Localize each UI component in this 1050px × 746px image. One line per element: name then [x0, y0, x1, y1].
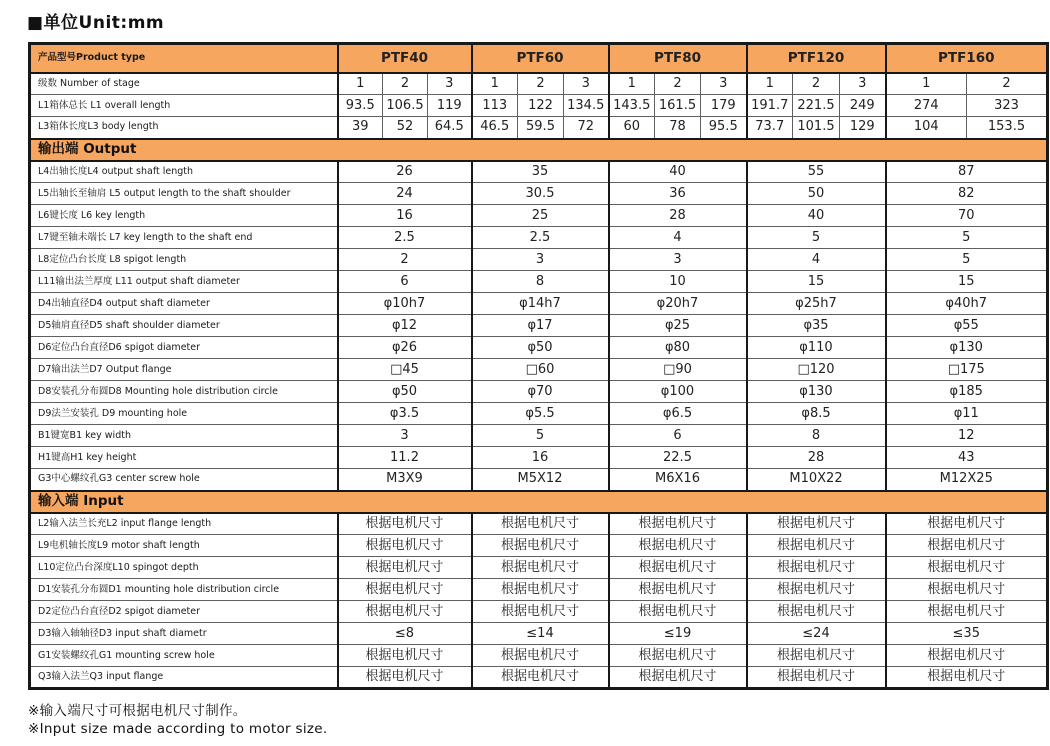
spec-value-cell: 根据电机尺寸: [886, 645, 1048, 667]
spec-value-cell: ≤8: [338, 623, 472, 645]
spec-label-cell: B1键宽B1 key width: [30, 425, 338, 447]
spec-value-cell: 64.5: [428, 117, 472, 139]
spec-value-cell: 36: [609, 183, 747, 205]
table-row: [30, 315, 1048, 337]
page-title: ■单位Unit:mm: [27, 13, 165, 33]
table-row: [30, 469, 1048, 491]
spec-value-cell: 249: [840, 95, 886, 117]
spec-value-cell: 3: [472, 249, 609, 271]
spec-value-cell: 根据电机尺寸: [747, 645, 886, 667]
stage-cell: 1: [609, 73, 655, 95]
spec-value-cell: 根据电机尺寸: [609, 645, 747, 667]
spec-value-cell: φ5.5: [472, 403, 609, 425]
spec-value-cell: 根据电机尺寸: [886, 667, 1048, 689]
spec-value-cell: φ14h7: [472, 293, 609, 315]
spec-value-cell: 46.5: [472, 117, 518, 139]
spec-value-cell: 根据电机尺寸: [472, 579, 609, 601]
stage-cell: 1: [747, 73, 793, 95]
stage-cell: 1: [472, 73, 518, 95]
spec-value-cell: 5: [886, 227, 1048, 249]
spec-value-cell: φ50: [338, 381, 472, 403]
spec-value-cell: □175: [886, 359, 1048, 381]
spec-value-cell: φ3.5: [338, 403, 472, 425]
stage-cell: 2: [655, 73, 701, 95]
spec-value-cell: 24: [338, 183, 472, 205]
product-type-header-cell: 产品型号Product type: [30, 44, 338, 73]
table-row: [30, 161, 1048, 183]
table-row: [30, 645, 1048, 667]
spec-label-cell: D7输出法兰D7 Output flange: [30, 359, 338, 381]
spec-value-cell: φ26: [338, 337, 472, 359]
spec-value-cell: 43: [886, 447, 1048, 469]
stage-cell: 3: [840, 73, 886, 95]
table-row: [30, 227, 1048, 249]
spec-value-cell: 4: [609, 227, 747, 249]
spec-value-cell: φ130: [747, 381, 886, 403]
spec-label-cell: 级数 Number of stage: [30, 73, 338, 95]
spec-value-cell: 82: [886, 183, 1048, 205]
product-header-cell: PTF120: [747, 44, 886, 73]
spec-value-cell: 35: [472, 161, 609, 183]
spec-value-cell: M3X9: [338, 469, 472, 491]
spec-label-cell: L7键至轴未端长 L7 key length to the shaft end: [30, 227, 338, 249]
spec-value-cell: ≤24: [747, 623, 886, 645]
spec-label-cell: L4出轴长度L4 output shaft length: [30, 161, 338, 183]
products-header-row: [30, 44, 1048, 73]
spec-label-cell: L3箱体长度L3 body length: [30, 117, 338, 139]
spec-value-cell: 4: [747, 249, 886, 271]
spec-value-cell: φ8.5: [747, 403, 886, 425]
table-row: [30, 403, 1048, 425]
spec-value-cell: 根据电机尺寸: [338, 667, 472, 689]
spec-value-cell: 11.2: [338, 447, 472, 469]
table-row: [30, 447, 1048, 469]
spec-value-cell: 根据电机尺寸: [472, 535, 609, 557]
spec-value-cell: 根据电机尺寸: [747, 535, 886, 557]
spec-value-cell: φ185: [886, 381, 1048, 403]
spec-value-cell: 2: [338, 249, 472, 271]
spec-value-cell: 191.7: [747, 95, 793, 117]
spec-value-cell: 30.5: [472, 183, 609, 205]
spec-label-cell: L6键长度 L6 key length: [30, 205, 338, 227]
table-row: [30, 513, 1048, 535]
spec-label-cell: D9法兰安装孔 D9 mounting hole: [30, 403, 338, 425]
table-row: [30, 381, 1048, 403]
spec-label-cell: D5轴肩直径D5 shaft shoulder diameter: [30, 315, 338, 337]
spec-value-cell: 40: [609, 161, 747, 183]
spec-value-cell: 106.5: [383, 95, 428, 117]
stage-cell: 3: [701, 73, 747, 95]
spec-value-cell: 根据电机尺寸: [747, 579, 886, 601]
spec-value-cell: 6: [609, 425, 747, 447]
spec-value-cell: 根据电机尺寸: [747, 557, 886, 579]
spec-label-cell: H1键高H1 key height: [30, 447, 338, 469]
spec-value-cell: φ40h7: [886, 293, 1048, 315]
spec-value-cell: □120: [747, 359, 886, 381]
stage-cell: 1: [886, 73, 967, 95]
spec-value-cell: 113: [472, 95, 518, 117]
spec-value-cell: 根据电机尺寸: [886, 601, 1048, 623]
spec-label-cell: D6定位凸台直径D6 spigot diameter: [30, 337, 338, 359]
spec-value-cell: 72: [564, 117, 609, 139]
spec-value-cell: 根据电机尺寸: [338, 579, 472, 601]
spec-label-cell: L10定位凸台深度L10 spingot depth: [30, 557, 338, 579]
input-section-row-cell: 输入端 Input: [30, 491, 1048, 513]
spec-value-cell: 根据电机尺寸: [472, 645, 609, 667]
spec-value-cell: 2.5: [472, 227, 609, 249]
spec-value-cell: 根据电机尺寸: [609, 535, 747, 557]
stage-cell: 2: [967, 73, 1048, 95]
spec-value-cell: 40: [747, 205, 886, 227]
spec-value-cell: 95.5: [701, 117, 747, 139]
spec-value-cell: M5X12: [472, 469, 609, 491]
spec-value-cell: 根据电机尺寸: [886, 535, 1048, 557]
spec-value-cell: 221.5: [793, 95, 840, 117]
input-section-row: [30, 491, 1048, 513]
spec-value-cell: φ50: [472, 337, 609, 359]
table-row: [30, 117, 1048, 139]
spec-value-cell: 根据电机尺寸: [338, 601, 472, 623]
spec-value-cell: 2.5: [338, 227, 472, 249]
table-row: [30, 579, 1048, 601]
spec-value-cell: 28: [609, 205, 747, 227]
spec-value-cell: 根据电机尺寸: [472, 557, 609, 579]
spec-value-cell: 15: [747, 271, 886, 293]
spec-value-cell: 22.5: [609, 447, 747, 469]
spec-label-cell: D8安装孔分布圆D8 Mounting hole distribution circle: [30, 381, 338, 403]
spec-label-cell: D2定位凸台直径D2 spigot diameter: [30, 601, 338, 623]
spec-value-cell: □90: [609, 359, 747, 381]
spec-value-cell: 8: [472, 271, 609, 293]
table-row: [30, 183, 1048, 205]
spec-label-cell: D1安装孔分布圆D1 mounting hole distribution circle: [30, 579, 338, 601]
spec-value-cell: φ70: [472, 381, 609, 403]
spec-value-cell: 12: [886, 425, 1048, 447]
spec-label-cell: L8定位凸台长度 L8 spigot length: [30, 249, 338, 271]
spec-value-cell: 根据电机尺寸: [609, 513, 747, 535]
spec-value-cell: φ12: [338, 315, 472, 337]
spec-value-cell: 55: [747, 161, 886, 183]
spec-value-cell: 10: [609, 271, 747, 293]
spec-value-cell: 87: [886, 161, 1048, 183]
spec-value-cell: 161.5: [655, 95, 701, 117]
table-row: [30, 205, 1048, 227]
spec-value-cell: 根据电机尺寸: [747, 601, 886, 623]
spec-value-cell: 6: [338, 271, 472, 293]
spec-value-cell: 根据电机尺寸: [609, 601, 747, 623]
spec-value-cell: 101.5: [793, 117, 840, 139]
spec-value-cell: □45: [338, 359, 472, 381]
spec-value-cell: φ130: [886, 337, 1048, 359]
spec-value-cell: M12X25: [886, 469, 1048, 491]
spec-label-cell: L1箱体总长 L1 overall length: [30, 95, 338, 117]
spec-value-cell: φ10h7: [338, 293, 472, 315]
spec-value-cell: 根据电机尺寸: [609, 667, 747, 689]
spec-value-cell: 根据电机尺寸: [338, 557, 472, 579]
spec-value-cell: M6X16: [609, 469, 747, 491]
spec-value-cell: ≤14: [472, 623, 609, 645]
table-row: [30, 337, 1048, 359]
spec-value-cell: 70: [886, 205, 1048, 227]
spec-value-cell: 5: [886, 249, 1048, 271]
spec-value-cell: 52: [383, 117, 428, 139]
product-header-cell: PTF160: [886, 44, 1048, 73]
spec-value-cell: ≤35: [886, 623, 1048, 645]
footnote-cn: ※输入端尺寸可根据电机尺寸制作。: [28, 703, 247, 719]
spec-table: [28, 42, 1049, 690]
spec-value-cell: M10X22: [747, 469, 886, 491]
output-section-row-cell: 输出端 Output: [30, 139, 1048, 161]
table-row: [30, 95, 1048, 117]
spec-value-cell: φ25: [609, 315, 747, 337]
spec-value-cell: 39: [338, 117, 383, 139]
spec-value-cell: 5: [472, 425, 609, 447]
spec-value-cell: 143.5: [609, 95, 655, 117]
spec-value-cell: 50: [747, 183, 886, 205]
product-header-cell: PTF40: [338, 44, 472, 73]
stage-cell: 3: [428, 73, 472, 95]
spec-value-cell: φ25h7: [747, 293, 886, 315]
spec-value-cell: 73.7: [747, 117, 793, 139]
product-header-cell: PTF60: [472, 44, 609, 73]
spec-value-cell: φ55: [886, 315, 1048, 337]
spec-value-cell: 根据电机尺寸: [886, 513, 1048, 535]
spec-label-cell: G1安装螺纹孔G1 mounting screw hole: [30, 645, 338, 667]
stage-cell: 2: [793, 73, 840, 95]
stages-row: [30, 73, 1048, 95]
spec-value-cell: 根据电机尺寸: [338, 645, 472, 667]
spec-label-cell: L2输入法兰长充L2 input flange length: [30, 513, 338, 535]
table-row: [30, 667, 1048, 689]
spec-value-cell: 根据电机尺寸: [747, 667, 886, 689]
spec-value-cell: 119: [428, 95, 472, 117]
spec-value-cell: 60: [609, 117, 655, 139]
spec-value-cell: 153.5: [967, 117, 1048, 139]
spec-value-cell: □60: [472, 359, 609, 381]
spec-value-cell: 根据电机尺寸: [472, 667, 609, 689]
table-row: [30, 623, 1048, 645]
spec-label-cell: G3中心螺纹孔G3 center screw hole: [30, 469, 338, 491]
table-row: [30, 271, 1048, 293]
spec-value-cell: 根据电机尺寸: [338, 535, 472, 557]
spec-value-cell: φ11: [886, 403, 1048, 425]
spec-value-cell: φ80: [609, 337, 747, 359]
spec-value-cell: φ110: [747, 337, 886, 359]
spec-value-cell: 179: [701, 95, 747, 117]
spec-value-cell: 根据电机尺寸: [886, 557, 1048, 579]
spec-value-cell: 59.5: [518, 117, 564, 139]
spec-label-cell: D3输入轴轴径D3 input shaft diametr: [30, 623, 338, 645]
stage-cell: 2: [383, 73, 428, 95]
spec-value-cell: 5: [747, 227, 886, 249]
table-row: [30, 359, 1048, 381]
spec-value-cell: φ6.5: [609, 403, 747, 425]
spec-value-cell: φ17: [472, 315, 609, 337]
spec-value-cell: 26: [338, 161, 472, 183]
spec-value-cell: 3: [609, 249, 747, 271]
table-row: [30, 425, 1048, 447]
spec-label-cell: L11输出法兰厚度 L11 output shaft diameter: [30, 271, 338, 293]
spec-value-cell: 根据电机尺寸: [886, 579, 1048, 601]
spec-value-cell: 25: [472, 205, 609, 227]
spec-value-cell: 104: [886, 117, 967, 139]
table-row: [30, 601, 1048, 623]
stage-cell: 2: [518, 73, 564, 95]
spec-value-cell: 3: [338, 425, 472, 447]
spec-value-cell: 根据电机尺寸: [472, 513, 609, 535]
spec-value-cell: φ35: [747, 315, 886, 337]
spec-value-cell: ≤19: [609, 623, 747, 645]
spec-value-cell: 16: [338, 205, 472, 227]
spec-value-cell: φ20h7: [609, 293, 747, 315]
spec-label-cell: Q3输入法兰Q3 input flange: [30, 667, 338, 689]
spec-value-cell: 根据电机尺寸: [747, 513, 886, 535]
spec-value-cell: 根据电机尺寸: [609, 579, 747, 601]
product-header-cell: PTF80: [609, 44, 747, 73]
spec-label-cell: L9电机轴长度L9 motor shaft length: [30, 535, 338, 557]
spec-value-cell: 122: [518, 95, 564, 117]
spec-value-cell: 8: [747, 425, 886, 447]
stage-cell: 1: [338, 73, 383, 95]
table-row: [30, 293, 1048, 315]
table-row: [30, 535, 1048, 557]
table-row: [30, 249, 1048, 271]
spec-value-cell: φ100: [609, 381, 747, 403]
spec-value-cell: 根据电机尺寸: [609, 557, 747, 579]
spec-value-cell: 28: [747, 447, 886, 469]
footnote-en: ※Input size made according to motor size.: [28, 721, 328, 737]
spec-value-cell: 274: [886, 95, 967, 117]
stage-cell: 3: [564, 73, 609, 95]
spec-label-cell: L5出轴长至轴肩 L5 output length to the shaft shoulder: [30, 183, 338, 205]
spec-value-cell: 78: [655, 117, 701, 139]
spec-value-cell: 323: [967, 95, 1048, 117]
spec-value-cell: 根据电机尺寸: [338, 513, 472, 535]
spec-value-cell: 129: [840, 117, 886, 139]
spec-value-cell: 根据电机尺寸: [472, 601, 609, 623]
spec-label-cell: D4出轴直径D4 output shaft diameter: [30, 293, 338, 315]
table-row: [30, 557, 1048, 579]
output-section-row: [30, 139, 1048, 161]
spec-value-cell: 16: [472, 447, 609, 469]
spec-value-cell: 15: [886, 271, 1048, 293]
spec-value-cell: 93.5: [338, 95, 383, 117]
spec-value-cell: 134.5: [564, 95, 609, 117]
